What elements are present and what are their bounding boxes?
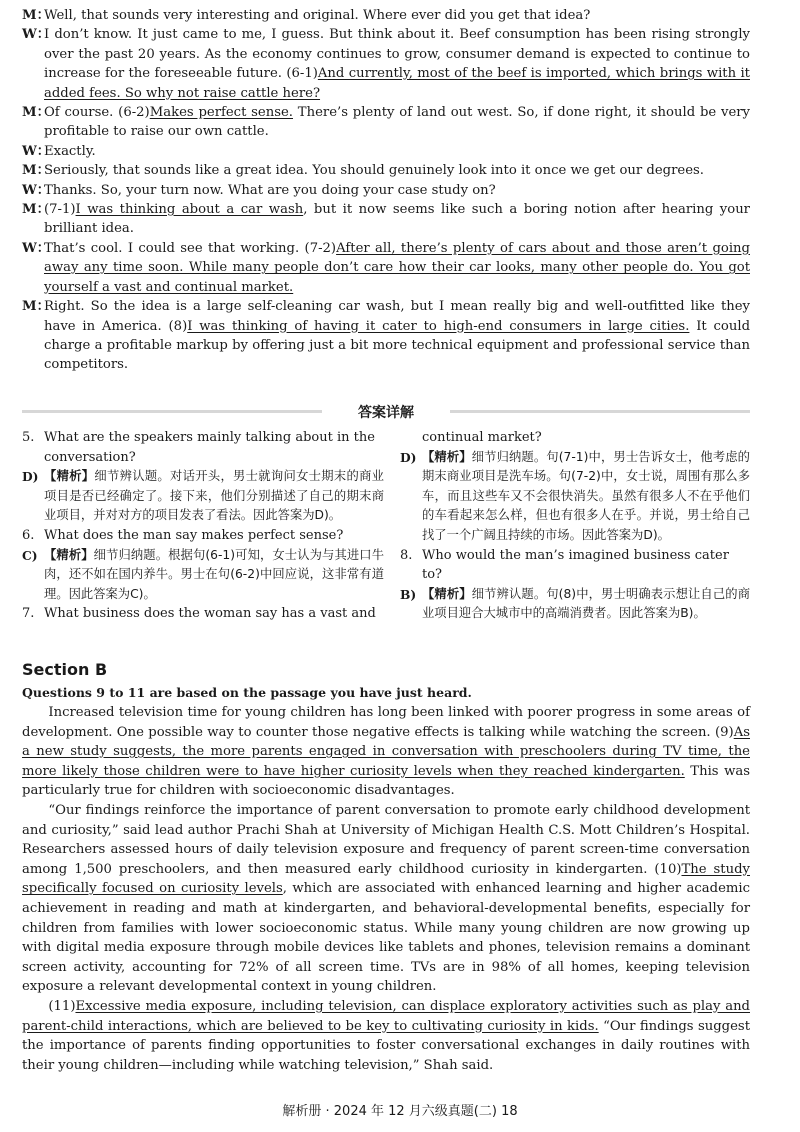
- dialogue-line: [22, 297, 750, 375]
- question-text: continual market?: [422, 430, 542, 445]
- answer-explanation: [44, 546, 384, 605]
- section-title: Section B: [22, 660, 108, 679]
- text-segment: Seriously, that sounds like a great idea. You should genuinely look into it once we get our degrees.: [44, 163, 704, 179]
- speaker-label: M：: [22, 105, 50, 121]
- answer-letter: D): [400, 449, 417, 465]
- dialogue-line: [22, 200, 750, 239]
- question-number: 8.: [400, 547, 413, 563]
- analysis-tag: 【精析】: [422, 449, 472, 464]
- answer-item: [22, 467, 384, 526]
- text-segment: Of course. (6-2): [44, 105, 150, 121]
- text-segment: (11): [48, 998, 76, 1014]
- question-number: 5.: [22, 430, 35, 445]
- dialogue-text: [44, 161, 750, 180]
- dialogue-text: [44, 239, 750, 297]
- text-segment: There’s plenty of land out west. So, if done right, it should be very profitable to raise our own cattle.: [44, 105, 750, 140]
- question-text: Who would the man’s imagined business cater to?: [422, 547, 729, 583]
- question-text: What business does the woman say has a vast and: [44, 606, 376, 622]
- dialogue-text: [44, 181, 750, 200]
- text-segment: This was particularly true for children with socioeconomic disadvantages.: [22, 763, 750, 799]
- text-segment: Increased television time for young children has long been linked with poorer progress in some areas of development. One possible way to counter those negative effects is talking while watching the screen. (9): [22, 705, 750, 740]
- question-number: 6.: [22, 527, 35, 543]
- text-segment: Well, that sounds very interesting and original. Where ever did you get that idea?: [44, 8, 591, 23]
- answer-item: [22, 546, 384, 605]
- answer-explanation: [44, 467, 384, 526]
- answer-item: [400, 585, 750, 624]
- dialogue: [22, 6, 750, 375]
- question-item: [22, 526, 384, 546]
- text-segment: “Our findings suggest the importance of parents finding opportunities to foster conversational exchanges in daily routines with their young children—including while watching television,” Shah said.: [22, 1018, 750, 1073]
- text-segment: , but it now seems like such a boring notion after hearing your brilliant idea.: [44, 202, 750, 237]
- answer-column-left: [22, 428, 384, 624]
- speaker-label: M：: [22, 8, 50, 23]
- dialogue-text: [44, 25, 750, 103]
- passage-paragraph: [22, 997, 750, 1075]
- speaker-label: M：: [22, 299, 50, 315]
- dialogue-text: [44, 297, 750, 375]
- dialogue-line: [22, 142, 750, 161]
- analysis-tag: 【精析】: [44, 469, 95, 484]
- questions-heading: Questions 9 to 11 are based on the passage you have just heard.: [22, 685, 472, 700]
- underlined-text: The study specifically focused on curiosity levels: [22, 861, 750, 897]
- explanation-text: 细节归纳题。根据句(6-1)可知，女士认为与其进口牛肉，还不如在国内养牛。男士在句(6-2)中回应说，这非常有道理。因此答案为C)。: [44, 547, 384, 601]
- underlined-text: And currently, most of the beef is imported, which brings with it added fees. So why not raise cattle here?: [44, 66, 750, 101]
- text-segment: Thanks. So, your turn now. What are you doing your case study on?: [44, 182, 496, 198]
- explanation-text: 细节归纳题。句(7-1)中，男士告诉女士，他考虑的期末商业项目是洗车场。句(7-2)中，女士说，周围有那么多车，而且这些车又不会很快消失。虽然有很多人不在乎他们的车看起来怎么样，但也有很多人在乎。并说，男士给自己找了一个广阔且持续的市场。因此答案为D)。: [422, 449, 750, 542]
- passage-paragraph: [22, 703, 750, 801]
- speaker-label: M：: [22, 163, 50, 179]
- answer-explanation: [422, 448, 750, 546]
- explanation-text: 细节辨认题。对话开头，男士就询问女士期末的商业项目是否已经确定了。接下来，他们分别描述了自己的期末商业项目，并对对方的项目发表了看法。因此答案为D)。: [44, 469, 384, 523]
- underlined-text: Makes perfect sense.: [149, 105, 293, 121]
- passage: [22, 703, 750, 1075]
- question-item: [22, 428, 384, 467]
- speaker-label: W：: [22, 27, 50, 43]
- question-item: [22, 604, 384, 624]
- answer-explanation: [422, 585, 750, 624]
- underlined-text: I was thinking of having it cater to high-end consumers in large cities.: [187, 318, 690, 334]
- dialogue-text: [44, 6, 750, 25]
- dialogue-line: [22, 103, 750, 142]
- underlined-text: Excessive media exposure, including television, can displace exploratory activities such as play and parent-child interactions, which are believed to be key to cultivating curiosity in kids.: [22, 998, 750, 1034]
- question-number: 7.: [22, 606, 35, 622]
- dialogue-line: [22, 6, 750, 25]
- text-segment: It could charge a profitable markup by offering just a bit more technical equipment and professional service than competitors.: [44, 318, 751, 373]
- question-text: What does the man say makes perfect sense?: [44, 527, 344, 543]
- answer-divider: [22, 402, 750, 422]
- speaker-label: W：: [22, 240, 50, 256]
- underlined-text: After all, there’s plenty of cars about and those aren’t going away any time soon. While many people don’t care how their car looks, many other people do. You got yourself a vast and continual market.: [44, 240, 750, 295]
- underlined-text: I was thinking about a car wash: [75, 202, 304, 218]
- speaker-label: M：: [22, 202, 50, 218]
- answer-item: [400, 448, 750, 546]
- explanation-text: 细节辨认题。句(8)中，男士明确表示想让自己的商业项目迎合大城市中的高端消费者。因此答案为B)。: [422, 586, 750, 621]
- text-segment: “Our findings reinforce the importance of parent conversation to promote early childhood development and curiosity,” said lead author Prachi Shah at University of Michigan Health C.S. Mott Children’s Hospital. Researchers assessed hours of daily television exposure and frequency of parent screen-time conversation among 1,500 preschoolers, and then measured early childhood curiosity in kindergarten. (10): [22, 802, 750, 877]
- dialogue-text: [44, 142, 750, 161]
- underlined-text: As a new study suggests, the more parents engaged in conversation with preschoolers during TV time, the more likely those children were to have higher curiosity levels when they reached kindergarten.: [22, 724, 750, 779]
- passage-paragraph: [22, 801, 750, 997]
- question-text: What are the speakers mainly talking about in the conversation?: [44, 430, 375, 465]
- dialogue-line: [22, 239, 750, 297]
- text-segment: Exactly.: [44, 143, 96, 159]
- question-item: [400, 428, 750, 448]
- divider-title: 答案详解: [352, 405, 420, 421]
- text-segment: Right. So the idea is a large self-cleaning car wash, but I mean really big and well-outfitted like they have in America. (8): [44, 299, 750, 334]
- speaker-label: W：: [22, 182, 50, 198]
- text-segment: I don’t know. It just came to me, I guess. But think about it. Beef consumption has been rising strongly over the past 20 years. As the economy continues to grow, consumer demand is expected to continue to increase for the foreseeable future. (6-1): [44, 27, 750, 82]
- analysis-tag: 【精析】: [44, 547, 94, 562]
- dialogue-line: [22, 161, 750, 180]
- text-segment: , which are associated with enhanced learning and higher academic achievement in reading and math at kindergarten, and behavioral-developmental benefits, especially for children from families with lower socioeconomic status. While many young children are now growing up with digital media exposure through mobile devices like tablets and phones, television remains a dominant screen activity, accounting for 72% of all screen time. TVs are in 98% of all homes, keeping television exposure a relevant developmental context in young children.: [22, 881, 750, 995]
- dialogue-text: [44, 103, 750, 142]
- page-footer: 解析册 · 2024 年 12 月六级真题(二) 18: [282, 1104, 518, 1119]
- dialogue-text: [44, 200, 750, 239]
- text-segment: (7-1): [44, 202, 76, 218]
- answer-letter: D): [22, 469, 39, 485]
- speaker-label: W：: [22, 143, 50, 159]
- question-number: [400, 428, 422, 448]
- text-segment: That’s cool. I could see that working. (7-2): [44, 240, 337, 256]
- answer-column-right: [400, 428, 750, 624]
- dialogue-line: [22, 25, 750, 103]
- answer-letter: B): [400, 586, 417, 602]
- answer-letter: C): [22, 547, 38, 563]
- question-item: [400, 546, 750, 585]
- dialogue-line: [22, 181, 750, 200]
- analysis-tag: 【精析】: [422, 586, 472, 601]
